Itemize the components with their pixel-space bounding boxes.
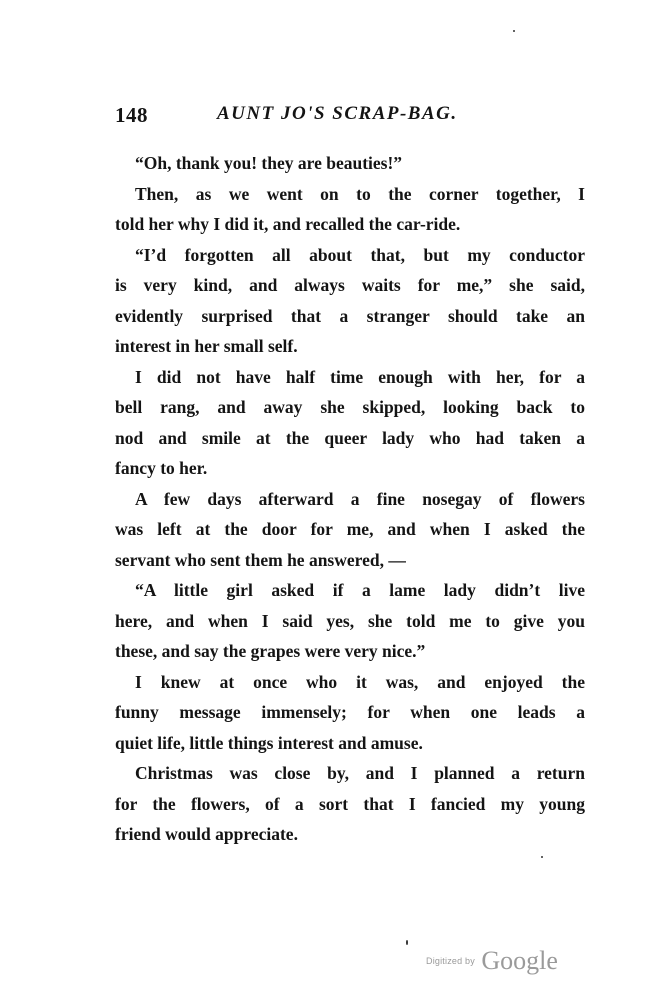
text-line: evidently surprised that a stranger should take an xyxy=(115,305,585,326)
page-number: 148 xyxy=(115,103,148,127)
text-line: Christmas was close by, and I planned a return xyxy=(135,763,585,783)
paragraph xyxy=(115,575,585,667)
paragraph xyxy=(115,758,585,850)
paragraph xyxy=(115,362,585,484)
text-line: “Oh, thank you! they are beauties!” xyxy=(135,153,403,173)
text-line: servant who sent them he answered, — xyxy=(115,549,406,570)
text-line: these, and say the grapes were very nice.” xyxy=(115,641,426,661)
scan-speck xyxy=(541,856,543,858)
text-line: quiet life, little things interest and amuse. xyxy=(115,732,423,753)
text-line: for the flowers, of a sort that I fancied my young xyxy=(115,793,585,814)
text-line: I did not have half time enough with her, for a xyxy=(135,366,585,387)
digitized-watermark xyxy=(426,946,558,976)
page-header xyxy=(115,103,585,133)
text-line: here, and when I said yes, she told me to give you xyxy=(115,610,585,631)
text-line: told her why I did it, and recalled the car-ride. xyxy=(115,214,461,234)
paragraph xyxy=(115,148,585,179)
text-line: bell rang, and away she skipped, looking back to xyxy=(115,397,585,417)
text-line: Then, as we went on to the corner together, I xyxy=(135,183,585,204)
scan-speck xyxy=(406,940,408,945)
text-line: “A little girl asked if a lame lady didn’t live xyxy=(135,580,585,600)
text-line: I knew at once who it was, and enjoyed the xyxy=(135,671,585,692)
running-title: AUNT JO'S SCRAP-BAG. xyxy=(217,103,458,124)
text-line: friend would appreciate. xyxy=(115,824,298,844)
paragraph xyxy=(115,179,585,240)
text-line: is very kind, and always waits for me,” she said, xyxy=(115,275,585,295)
paragraph xyxy=(115,667,585,759)
text-line: fancy to her. xyxy=(115,458,208,478)
text-line: funny message immensely; for when one leads a xyxy=(115,702,585,722)
body-text xyxy=(115,148,585,850)
scan-speck xyxy=(513,30,515,32)
text-line: nod and smile at the queer lady who had taken a xyxy=(115,427,585,448)
watermark-prefix: Digitized by xyxy=(426,956,475,966)
text-line: was left at the door for me, and when I asked the xyxy=(115,519,585,539)
google-logo: Google xyxy=(481,946,558,975)
text-line: “I’d forgotten all about that, but my conductor xyxy=(135,244,585,265)
text-line: A few days afterward a fine nosegay of flowers xyxy=(135,488,585,509)
paragraph xyxy=(115,240,585,362)
text-line: interest in her small self. xyxy=(115,336,298,356)
paragraph xyxy=(115,484,585,576)
